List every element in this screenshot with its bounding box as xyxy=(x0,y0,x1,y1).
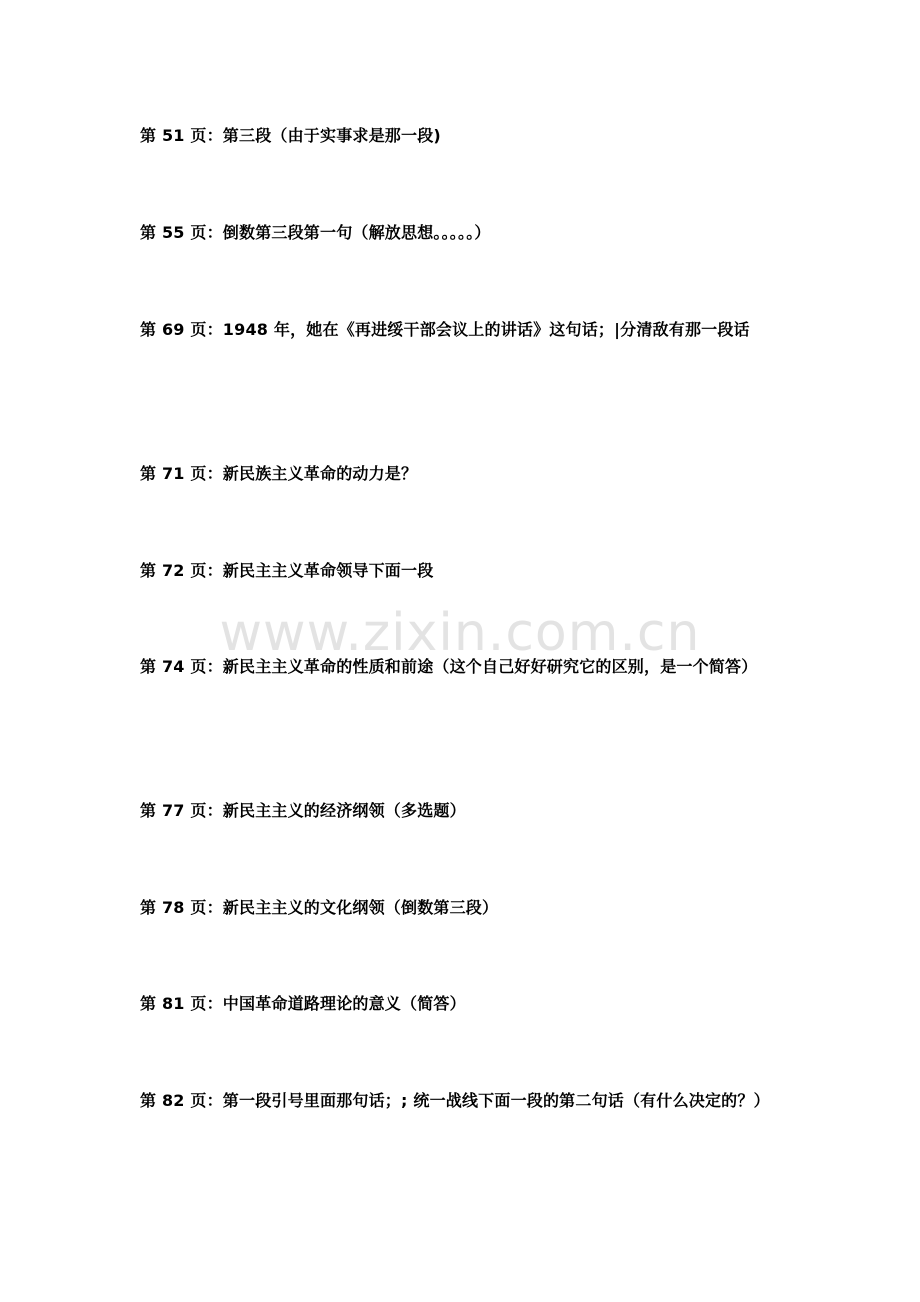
page-note-55: 第 55 页：倒数第三段第一句（解放思想。。。。。） xyxy=(140,223,491,242)
page-note-77: 第 77 页：新民主主义的经济纲领（多选题） xyxy=(140,801,466,820)
page-note-82: 第 82 页：第一段引号里面那句话；; 统一战线下面一段的第二句话（有什么决定的？） xyxy=(140,1091,770,1110)
watermark: www.zixin.com.cn xyxy=(219,603,701,663)
page-note-72: 第 72 页：新民主主义革命领导下面一段 xyxy=(140,561,434,580)
page-note-51: 第 51 页：第三段（由于实事求是那一段) xyxy=(140,126,441,145)
page-note-69: 第 69 页：1948 年，她在《再进绥干部会议上的讲话》这句话；|分清敌有那一段话 xyxy=(140,320,750,339)
page-note-74: 第 74 页：新民主主义革命的性质和前途（这个自己好好研究它的区别，是一个简答） xyxy=(140,657,758,676)
page-note-81: 第 81 页：中国革命道路理论的意义（简答） xyxy=(140,994,466,1013)
page-note-78: 第 78 页：新民主主义的文化纲领（倒数第三段） xyxy=(140,898,499,917)
page-note-71: 第 71 页：新民族主义革命的动力是？ xyxy=(140,464,418,483)
